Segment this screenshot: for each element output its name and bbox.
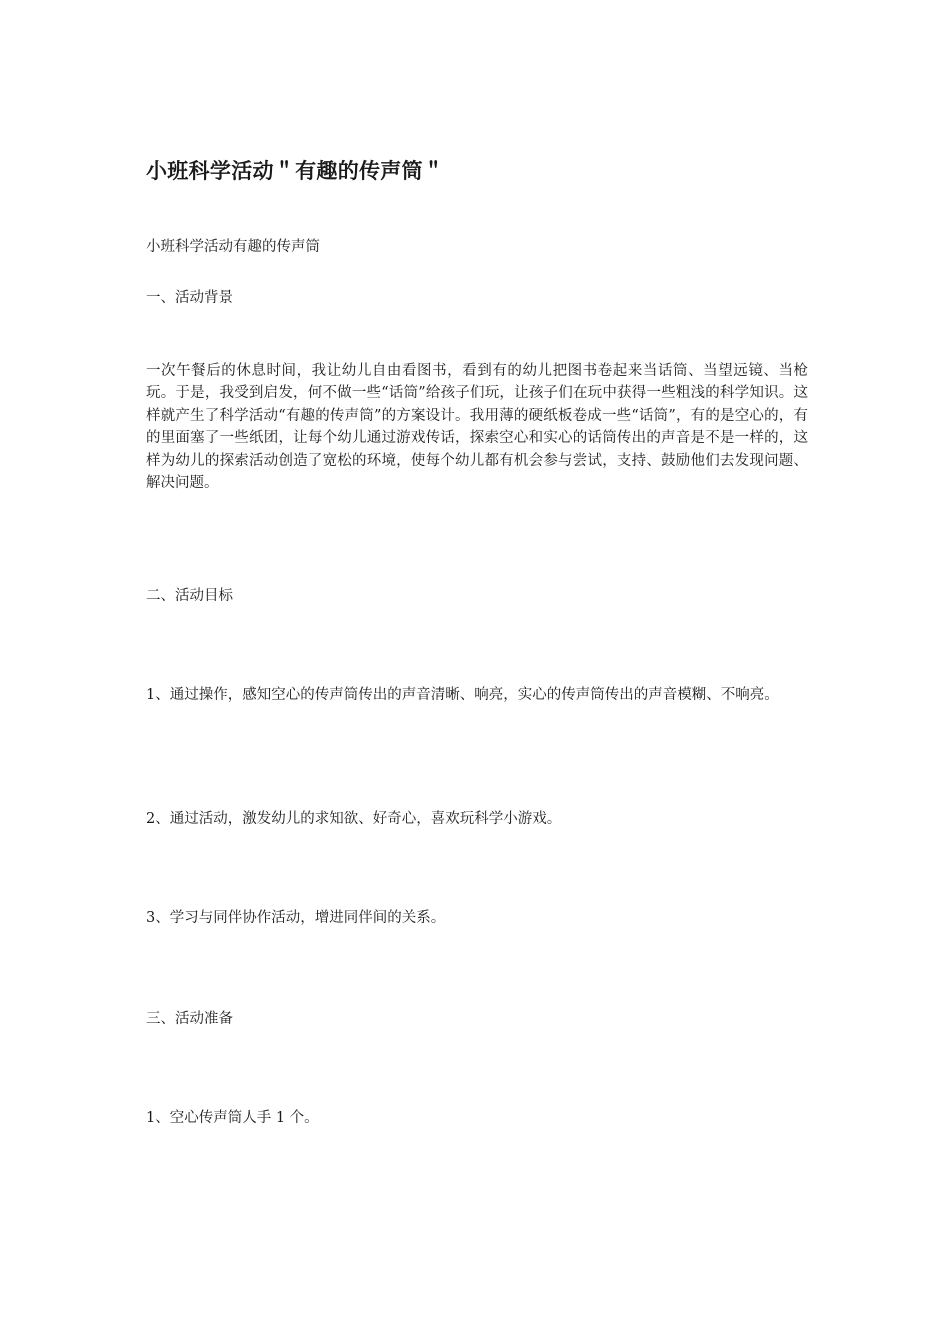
document-title: 小班科学活动＂有趣的传声筒＂ bbox=[146, 159, 445, 183]
preparation-item-1: 1、空心传声筒人手 1 个。 bbox=[146, 1110, 319, 1126]
goal-item-2: 2、通过活动，激发幼儿的求知欲、好奇心，喜欢玩科学小游戏。 bbox=[146, 811, 562, 827]
goal-item-1: 1、通过操作，感知空心的传声筒传出的声音清晰、响亮，实心的传声筒传出的声音模糊、不响亮。 bbox=[146, 687, 779, 703]
section-heading-goals: 二、活动目标 bbox=[146, 588, 233, 604]
section-heading-background: 一、活动背景 bbox=[146, 290, 233, 306]
background-paragraph: 一次午餐后的休息时间，我让幼儿自由看图书，看到有的幼儿把图书卷起来当话筒、当望远镜、当枪玩。于是，我受到启发，何不做一些“话筒”给孩子们玩，让孩子们在玩中获得一些粗浅的科学知识。这样就产生了科学活动“有趣的传声筒”的方案设计。我用薄的硬纸板卷成一些“话筒”，有的是空心的，有的里面塞了一些纸团，让每个幼儿通过游戏传话，探索空心和实心的话筒传出的声音是不是一样的，这样为幼儿的探索活动创造了宽松的环境，使每个幼儿都有机会参与尝试，支持、鼓励他们去发现问题、解决问题。 bbox=[146, 363, 808, 492]
document-subtitle: 小班科学活动有趣的传声筒 bbox=[146, 239, 320, 255]
section-heading-preparation: 三、活动准备 bbox=[146, 1011, 233, 1027]
goal-item-3: 3、学习与同伴协作活动，增进同伴间的关系。 bbox=[146, 910, 446, 926]
